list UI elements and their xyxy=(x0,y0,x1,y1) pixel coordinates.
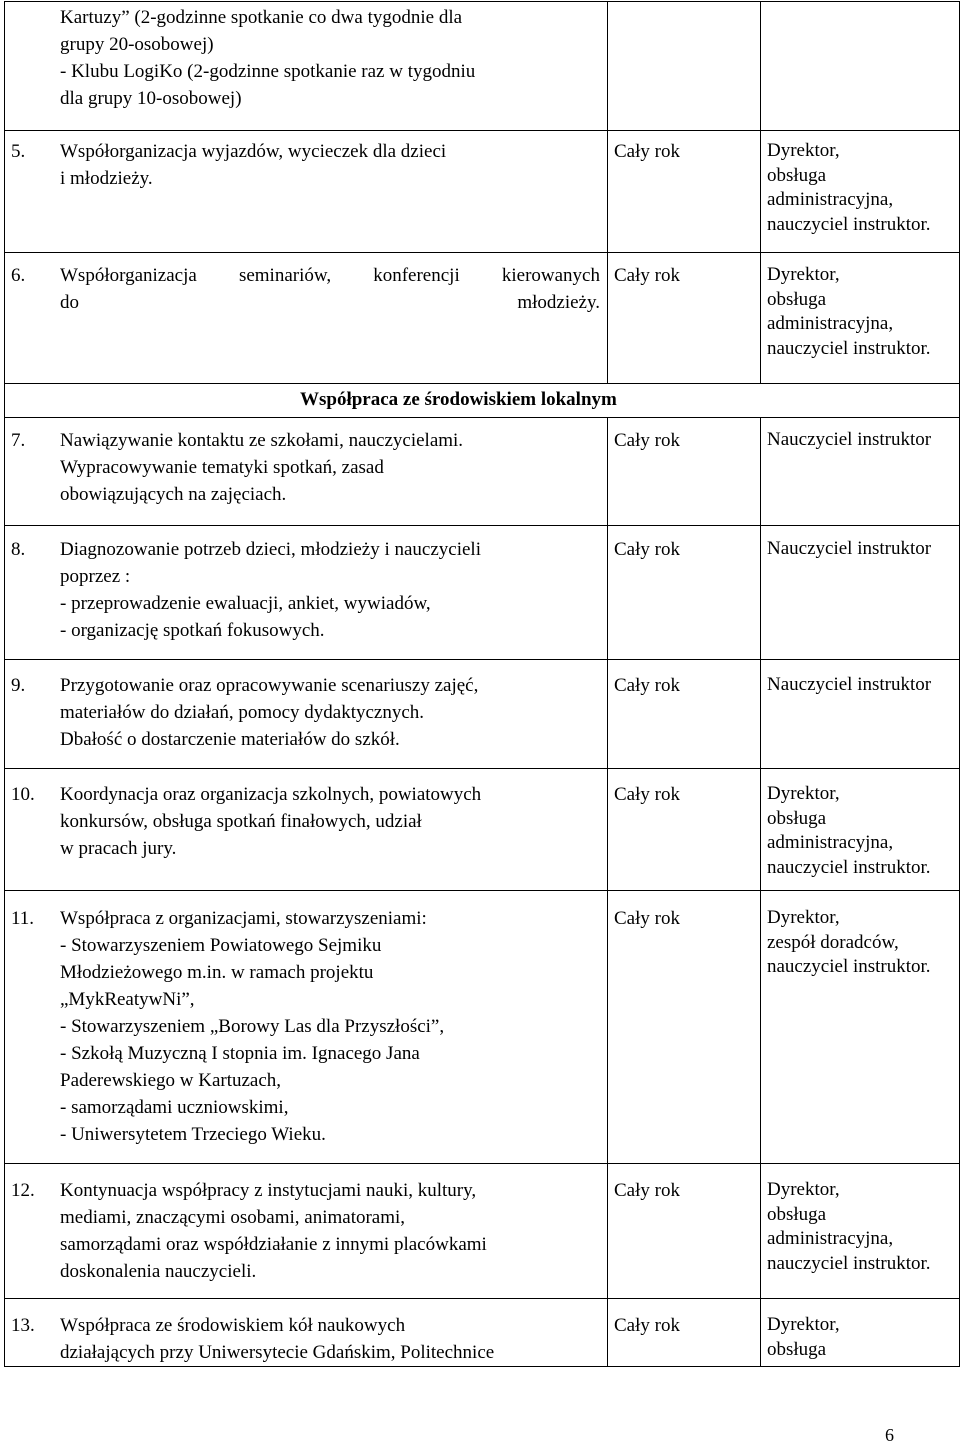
task-text: Współorganizacja wyjazdów, wycieczek dla dzieci i młodzieży. xyxy=(60,141,447,189)
task-text: Współpraca ze środowiskiem kół naukowych działających przy Uniwersytecie Gdańskim, Politechnice xyxy=(60,1315,495,1363)
row-number: 11. xyxy=(11,908,35,929)
table-rule xyxy=(4,130,959,131)
table-rule xyxy=(4,252,959,253)
task-text: Przygotowanie oraz opracowywanie scenariuszy zajęć, materiałów do działań, pomocy dydaktycznych. Dbałość o dostarczenie materiałów do szkół. xyxy=(60,675,479,750)
term-text: Cały rok xyxy=(614,1180,680,1201)
row-number: 12. xyxy=(11,1180,35,1201)
table-rule xyxy=(4,1,959,2)
term-text: Cały rok xyxy=(614,675,680,696)
term-text: Cały rok xyxy=(614,908,680,929)
responsible-text: Dyrektor, zespół doradców, nauczyciel instruktor. xyxy=(767,907,931,977)
task-text: Kartuzy” (2-godzinne spotkanie co dwa tygodnie dla grupy 20-osobowej) - Klubu LogiKo (2-godzinne spotkanie raz w tygodniu dla grupy 10-osobowej) xyxy=(60,7,476,109)
term-text: Cały rok xyxy=(614,1315,680,1336)
row-number: 8. xyxy=(11,539,26,560)
section-heading: Współpraca ze środowiskiem lokalnym xyxy=(300,389,617,410)
term-text: Cały rok xyxy=(614,784,680,805)
row-number: 9. xyxy=(11,675,26,696)
task-text: Diagnozowanie potrzeb dzieci, młodzieży i nauczycieli poprzez : - przeprowadzenie ewaluacji, ankiet, wywiadów, - organizację spotkań fokusowych. xyxy=(60,539,481,641)
column-divider xyxy=(760,417,761,1367)
responsible-text: Dyrektor, obsługa administracyjna, nauczyciel instruktor. xyxy=(767,783,931,878)
column-divider xyxy=(607,417,608,1367)
task-text: Nawiązywanie kontaktu ze szkołami, nauczycielami. Wypracowywanie tematyki spotkań, zasad obowiązujących na zajęciach. xyxy=(60,430,464,505)
responsible-text: Dyrektor, obsługa xyxy=(767,1314,840,1360)
table-rule xyxy=(4,1298,959,1299)
row-number: 5. xyxy=(11,141,26,162)
term-text: Cały rok xyxy=(614,430,680,451)
table-rule xyxy=(4,525,959,526)
table-rule xyxy=(4,1163,959,1164)
row-number: 7. xyxy=(11,430,26,451)
page-number: 6 xyxy=(885,1425,894,1445)
task-text: Kontynuacja współpracy z instytucjami nauki, kultury, mediami, znaczącymi osobami, animatorami, samorządami oraz współdziałanie z innymi placówkami doskonalenia nauczycieli. xyxy=(60,1180,487,1282)
responsible-text: Nauczyciel instruktor xyxy=(767,429,932,450)
row-number: 13. xyxy=(11,1315,35,1336)
table-rule xyxy=(4,890,959,891)
responsible-text: Dyrektor, obsługa administracyjna, nauczyciel instruktor. xyxy=(767,1179,931,1274)
term-text: Cały rok xyxy=(614,141,680,162)
column-divider xyxy=(760,1,761,383)
responsible-text: Dyrektor, obsługa administracyjna, nauczyciel instruktor. xyxy=(767,264,931,359)
table-rule xyxy=(4,383,959,384)
table-border-left xyxy=(4,1,5,1367)
row-number: 10. xyxy=(11,784,35,805)
responsible-text: Dyrektor, obsługa administracyjna, nauczyciel instruktor. xyxy=(767,140,931,235)
row-number: 6. xyxy=(11,265,26,286)
task-text: Współpraca z organizacjami, stowarzyszeniami: - Stowarzyszeniem Powiatowego Sejmiku Młodzieżowego m.in. w ramach projektu „MykReatywNi”, - Stowarzyszeniem „Borowy Las dla Przyszłości”, - Szkołą Muzyczną I stopnia im. Ignacego Jana Paderewskiego w Kartuzach, - samorządami uczniowskimi, - Uniwersytetem Trzeciego Wieku. xyxy=(60,908,445,1145)
responsible-text: Nauczyciel instruktor xyxy=(767,674,932,695)
task-text: Koordynacja oraz organizacja szkolnych, powiatowych konkursów, obsługa spotkań finałowych, udział w pracach jury. xyxy=(60,784,482,859)
table-rule xyxy=(4,1366,959,1367)
table-rule xyxy=(4,768,959,769)
task-text: Współorganizacja seminariów, konferencji kierowanych do młodzieży. xyxy=(60,265,600,313)
term-text: Cały rok xyxy=(614,265,680,286)
responsible-text: Nauczyciel instruktor xyxy=(767,538,932,559)
term-text: Cały rok xyxy=(614,539,680,560)
table-rule xyxy=(4,417,959,418)
column-divider xyxy=(607,1,608,383)
table-rule xyxy=(4,659,959,660)
